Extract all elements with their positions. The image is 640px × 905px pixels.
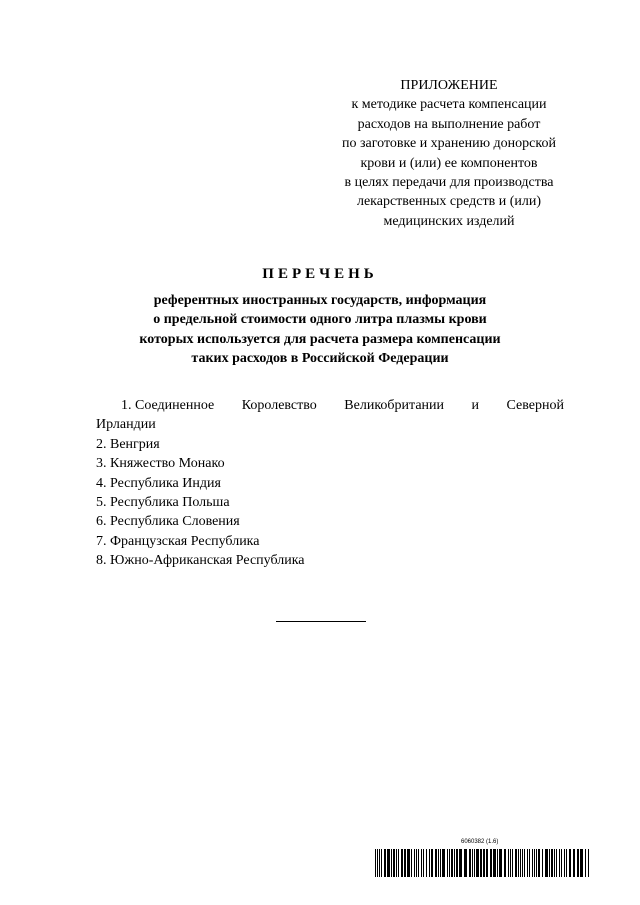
list-item-word: Северной (506, 398, 564, 413)
barcode-bar (559, 849, 560, 877)
barcode-bar (564, 849, 565, 877)
barcode-bar (499, 849, 502, 877)
subtitle-line: таких расходов в Российской Федерации (191, 351, 449, 367)
barcode-bar (497, 849, 498, 877)
list-item-word: Великобритании (344, 398, 445, 413)
barcode-bar (416, 849, 417, 877)
barcode-bar (490, 849, 492, 877)
barcode-bar (391, 849, 392, 877)
barcode-bar (426, 849, 427, 877)
barcode-bar (542, 849, 543, 877)
barcode-bar (418, 849, 419, 877)
barcode-bar (518, 849, 519, 877)
barcode-bar (435, 849, 437, 877)
barcode-bar (580, 849, 583, 877)
barcode-bar (411, 849, 412, 877)
list-item: 8. Южно-Африканская Республика (96, 553, 305, 569)
subtitle-line: референтных иностранных государств, информация (153, 293, 487, 308)
barcode-bar (504, 849, 506, 877)
barcode-bar (480, 849, 482, 877)
barcode-bar (379, 849, 380, 877)
document-title: ПЕРЕЧЕНЬ (262, 266, 378, 282)
subtitle-line: о предельной стоимости одного литра плазмы крови (153, 312, 487, 328)
barcode-bar (476, 849, 479, 877)
list-item (96, 396, 564, 435)
appendix-line: к методике расчета компенсации (351, 97, 547, 113)
barcode-bar (431, 849, 433, 877)
barcode-bar (442, 849, 445, 877)
appendix-line: медицинских изделий (383, 213, 515, 229)
list-item: 7. Французская Республика (96, 533, 260, 549)
barcode-bar (554, 849, 555, 877)
barcode-bar (493, 849, 496, 877)
barcode-bar (401, 849, 403, 877)
list-item: 6. Республика Словения (96, 514, 240, 530)
barcode-bar (438, 849, 439, 877)
barcode-bar (532, 849, 533, 877)
appendix-heading: ПРИЛОЖЕНИЕ (400, 78, 498, 93)
barcode-bar (472, 849, 473, 877)
list-item-word: и (471, 398, 480, 413)
barcode-bar (538, 849, 540, 877)
barcode-bar (573, 849, 575, 877)
document-subtitle (80, 291, 560, 369)
barcode-bar (524, 849, 525, 877)
list-item: 5. Республика Польша (96, 495, 230, 511)
barcode-bar (421, 849, 422, 877)
barcode-bar (414, 849, 415, 877)
barcode-bar (545, 849, 548, 877)
barcode-bar (377, 849, 378, 877)
barcode-bar (588, 849, 589, 877)
appendix-line: лекарственных средств и (или) (356, 194, 542, 210)
country-list (96, 396, 564, 571)
barcode-bar (561, 849, 562, 877)
barcode-bar (423, 849, 424, 877)
appendix-block (318, 76, 580, 231)
barcode-bar (556, 849, 557, 877)
list-item-word: 1. Соединенное (121, 398, 215, 413)
barcode-bar (515, 849, 517, 877)
barcode-bar (451, 849, 453, 877)
barcode-bar (474, 849, 475, 877)
barcode-bar (585, 849, 586, 877)
list-item: 3. Княжество Монако (96, 456, 225, 472)
barcode-bar (510, 849, 511, 877)
appendix-line: по заготовке и хранению донорской (342, 136, 556, 152)
appendix-line: расходов на выполнение работ (357, 116, 541, 132)
barcode-bar (536, 849, 537, 877)
barcode-bar (407, 849, 410, 877)
barcode-bar (534, 849, 535, 877)
barcode-image (375, 849, 589, 877)
barcode-bar (449, 849, 450, 877)
barcode-bar (454, 849, 455, 877)
barcode-bar (577, 849, 579, 877)
subtitle-line: которых используется для расчета размера компенсации (139, 331, 501, 347)
barcode-bar (459, 849, 462, 877)
list-item-continuation: Ирландии (96, 417, 156, 433)
barcode-bar (529, 849, 530, 877)
barcode-bar (404, 849, 406, 877)
barcode-bar (398, 849, 399, 877)
barcode-bar (469, 849, 471, 877)
barcode-bar (512, 849, 513, 877)
barcode-bar (393, 849, 395, 877)
barcode-bar (520, 849, 521, 877)
barcode-bar (456, 849, 458, 877)
list-item-word: Королевство (241, 398, 317, 413)
barcode-bar (447, 849, 448, 877)
barcode-bar (483, 849, 485, 877)
barcode-label: 6060382 (1.6) (461, 839, 499, 845)
barcode-bar (387, 849, 390, 877)
barcode-bar (522, 849, 523, 877)
barcode-bar (375, 849, 376, 877)
appendix-line: крови и (или) ее компонентов (360, 155, 538, 171)
barcode-bar (549, 849, 550, 877)
barcode-bar (508, 849, 509, 877)
barcode-bar (396, 849, 397, 877)
list-item: 2. Венгрия (96, 436, 160, 452)
barcode-bar (486, 849, 488, 877)
barcode-bar (569, 849, 571, 877)
barcode-bar (384, 849, 386, 877)
barcode-bar (429, 849, 430, 877)
barcode-bar (566, 849, 567, 877)
end-divider (276, 621, 366, 622)
list-item: 4. Республика Индия (96, 475, 221, 491)
barcode-bar (440, 849, 441, 877)
barcode-bar (381, 849, 382, 877)
appendix-line: в целях передачи для производства (344, 175, 554, 191)
list-item-first-line (96, 396, 564, 415)
barcode-bar (551, 849, 553, 877)
barcode-bar (464, 849, 467, 877)
barcode-bar (527, 849, 528, 877)
